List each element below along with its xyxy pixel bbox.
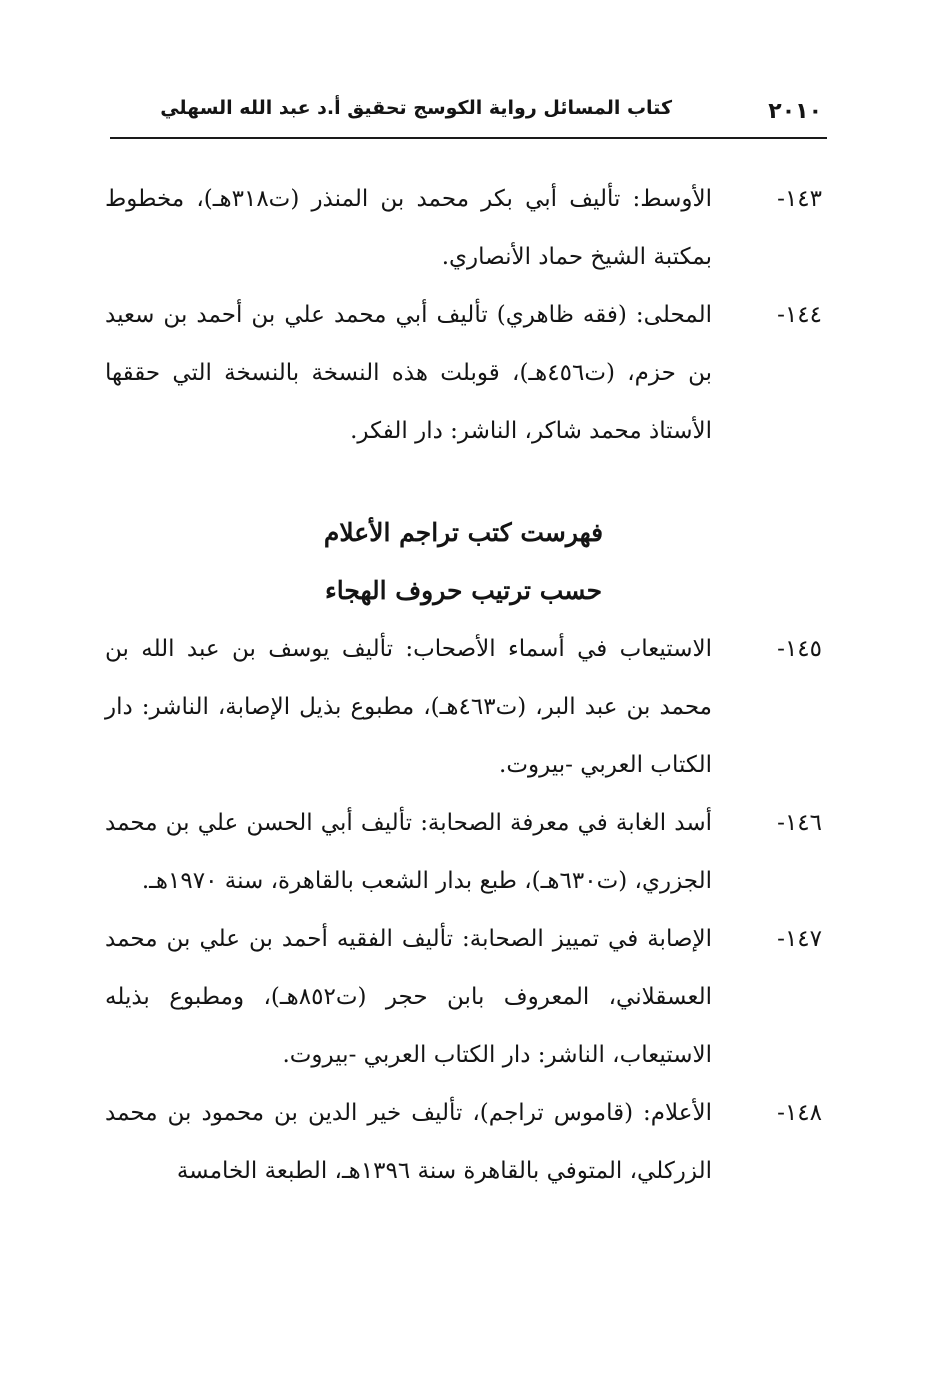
entry-number: ١٤٥- [777, 636, 822, 662]
entry-text: الأعلام: (قاموس تراجم)، تأليف خير الدين بن محمود بن محمد الزركلي، المتوفي بالقاهرة سنة ١٣٩٦هـ، الطبعة الخامسة [105, 1100, 712, 1184]
entry-text: الإصابة في تمييز الصحابة: تأليف الفقيه أحمد بن علي بن محمد العسقلاني، المعروف بابن حجر (ت٨٥٢هـ)، ومطبوع بذيله الاستيعاب، الناشر: دار الكتاب العربي -بيروت. [105, 926, 712, 1068]
entry-number: ١٤٦- [777, 810, 822, 836]
bibliography-entry [105, 620, 822, 794]
running-title: كتاب المسائل رواية الكوسج تحقيق أ.د عبد الله السهلي [160, 97, 672, 119]
section-title: فهرست كتب تراجم الأعلام [323, 518, 604, 547]
page-header [110, 95, 822, 133]
entry-number: ١٤٣- [777, 186, 822, 212]
entry-number: ١٤٧- [777, 926, 822, 952]
section-subtitle: حسب ترتيب حروف الهجاء [324, 576, 603, 605]
header-divider [110, 137, 827, 139]
entry-text: الأوسط: تأليف أبي بكر محمد بن المنذر (ت٣١٨هـ)، مخطوط بمكتبة الشيخ حماد الأنصاري. [105, 186, 713, 270]
page-number: ٢٠١٠ [768, 99, 822, 124]
entry-text: أسد الغابة في معرفة الصحابة: تأليف أبي الحسن علي بن محمد الجزري، (ت٦٣٠هـ)، طبع بدار الشعب بالقاهرة، سنة ١٩٧٠هـ. [105, 810, 712, 894]
bibliography-entry [105, 910, 822, 1084]
entry-text: المحلى: (فقه ظاهري) تأليف أبي محمد علي بن أحمد بن سعيد بن حزم، (ت٤٥٦هـ)، قوبلت هذه النسخة بالنسخة التي حققها الأستاذ محمد شاكر، الناشر: دار الفكر. [105, 302, 712, 444]
bibliography-entry [105, 170, 822, 286]
bibliography-entry [105, 794, 822, 910]
entry-number: ١٤٨- [777, 1100, 822, 1126]
bibliography-entry [105, 286, 822, 460]
entry-text: الاستيعاب في أسماء الأصحاب: تأليف يوسف بن عبد الله بن محمد بن عبد البر، (ت٤٦٣هـ)، مطبوع بذيل الإصابة، الناشر: دار الكتاب العربي -بيروت. [105, 636, 712, 778]
entry-number: ١٤٤- [777, 302, 822, 328]
page-body [105, 170, 822, 1200]
bibliography-entry [105, 1084, 822, 1200]
